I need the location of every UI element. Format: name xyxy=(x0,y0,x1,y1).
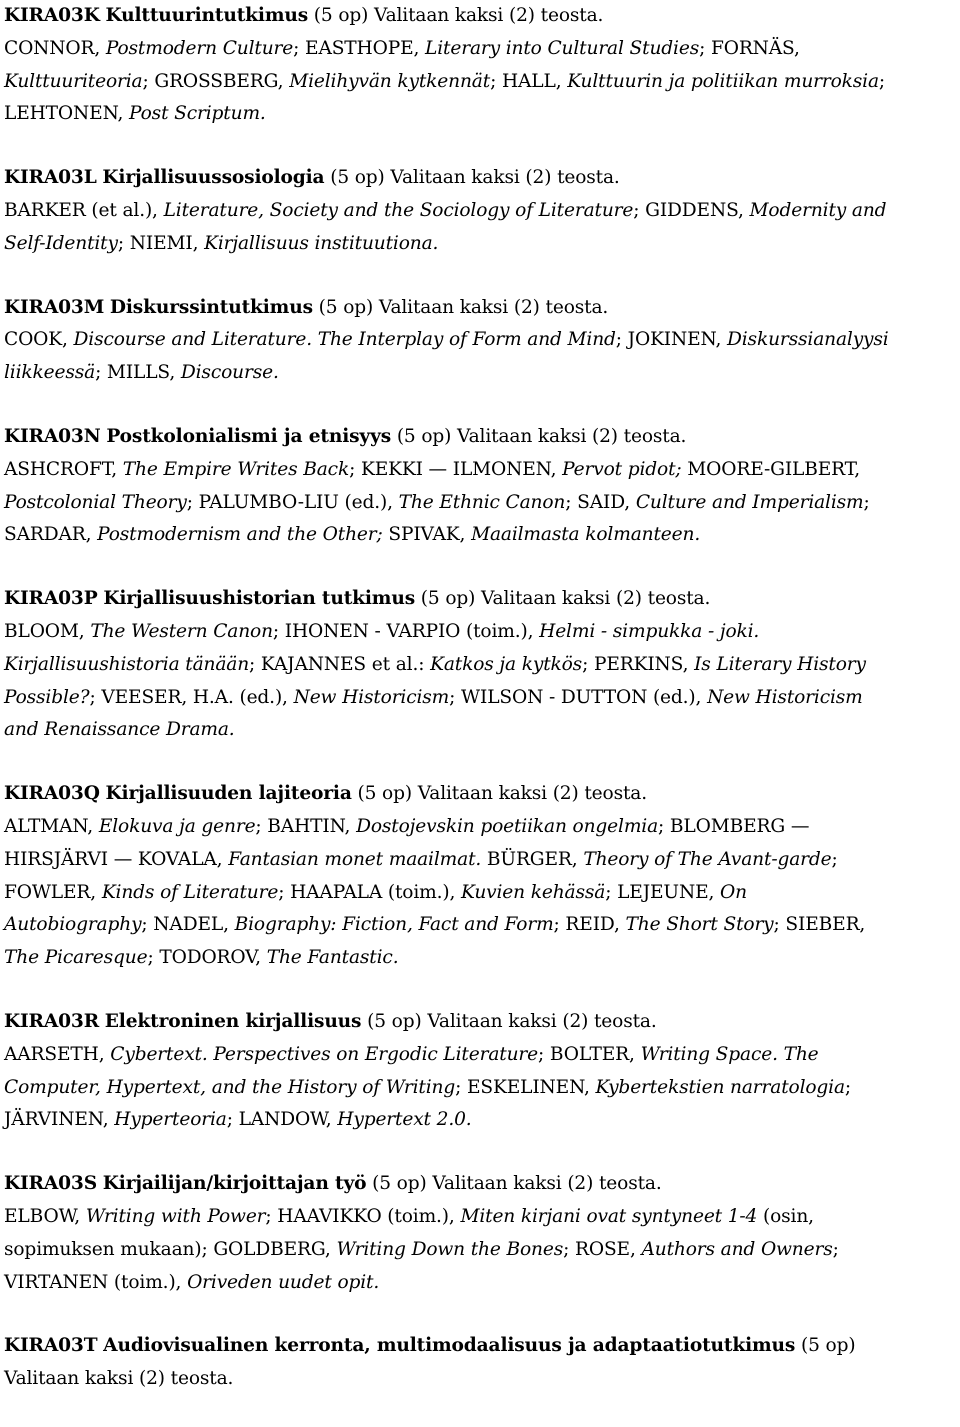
author-text: ; KAJANNES et al.: xyxy=(249,653,431,675)
author-text: ; KEKKI — ILMONEN, xyxy=(349,458,563,480)
reading-list-line xyxy=(4,909,956,942)
book-title: Postmodern Culture xyxy=(105,37,294,59)
book-title: Kuvien kehässä xyxy=(461,881,606,903)
course-code: KIRA03Q xyxy=(4,783,100,805)
reading-list-line xyxy=(4,1267,956,1300)
course-requirement: (5 op) Valitaan kaksi (2) teosta. xyxy=(391,425,687,447)
book-title: Miten kirjani ovat syntyneet 1-4 xyxy=(460,1205,758,1227)
author-text: BÜRGER, xyxy=(481,848,584,870)
author-text: ; xyxy=(863,491,870,513)
author-text: ; FORNÄS, xyxy=(699,37,800,59)
book-title: The Western Canon xyxy=(90,620,273,642)
author-text: ; SAID, xyxy=(565,491,636,513)
course-heading xyxy=(4,1330,956,1363)
author-text: ; WILSON - DUTTON (ed.), xyxy=(449,686,708,708)
book-title: Hypertext 2.0. xyxy=(337,1109,472,1131)
course-code: KIRA03S xyxy=(4,1173,97,1195)
course-section xyxy=(4,421,956,552)
reading-list-line xyxy=(4,357,956,390)
book-title: Biography: Fiction, Fact and Form xyxy=(234,914,554,936)
course-section xyxy=(4,583,956,747)
author-text: ; xyxy=(844,1076,852,1098)
reading-list-line xyxy=(4,195,956,228)
book-title: liikkeessä xyxy=(4,362,96,384)
author-text: (osin, xyxy=(757,1205,814,1227)
course-title: Kirjallisuussosiologia xyxy=(102,167,325,189)
author-text: ; TODOROV, xyxy=(147,947,267,969)
course-code: KIRA03K xyxy=(4,5,100,26)
author-text: ; BAHTIN, xyxy=(255,815,357,837)
course-heading xyxy=(4,1168,956,1201)
author-text: MOORE-GILBERT, xyxy=(681,458,860,480)
author-text: HIRSJÄRVI — KOVALA, xyxy=(4,848,229,870)
reading-list-line xyxy=(4,649,956,682)
author-text: ; BLOMBERG — xyxy=(658,815,810,837)
course-title: Kulttuurintutkimus xyxy=(105,5,309,26)
course-heading xyxy=(4,583,956,616)
course-code: KIRA03L xyxy=(4,167,97,189)
course-code: KIRA03T xyxy=(4,1335,98,1357)
author-text: ; EASTHOPE, xyxy=(293,37,426,59)
reading-list-line xyxy=(4,66,956,99)
course-section xyxy=(4,1168,956,1299)
course-code: KIRA03M xyxy=(4,296,105,318)
course-title: Audiovisualinen kerronta, multimodaalisuus ja adaptaatiotutkimus xyxy=(103,1335,796,1357)
author-text: ; GROSSBERG, xyxy=(142,70,290,92)
book-title: Oriveden uudet opit. xyxy=(187,1271,380,1293)
reading-list-line xyxy=(4,811,956,844)
course-requirement: (5 op) Valitaan kaksi (2) teosta. xyxy=(308,5,604,26)
author-text: FOWLER, xyxy=(4,881,102,903)
book-title: Kirjallisuus instituutiona. xyxy=(204,232,439,254)
author-text: ; REID, xyxy=(553,914,626,936)
course-code: KIRA03P xyxy=(4,588,98,610)
author-text: JÄRVINEN, xyxy=(4,1109,115,1131)
author-text: ; MILLS, xyxy=(95,362,181,384)
course-heading xyxy=(4,0,956,33)
book-title: Literature, Society and the Sociology of Literature xyxy=(163,199,634,221)
course-heading xyxy=(4,778,956,811)
book-title: Kulttuuriteoria xyxy=(4,70,143,92)
course-requirement: (5 op) Valitaan kaksi (2) teosta. xyxy=(366,1173,662,1195)
course-reading-list xyxy=(4,0,956,1427)
course-requirement: (5 op) Valitaan kaksi (2) teosta. xyxy=(351,783,647,805)
book-title: Writing Down the Bones xyxy=(336,1238,564,1260)
author-text: ; SIEBER, xyxy=(773,914,866,936)
author-text: ; LANDOW, xyxy=(226,1109,338,1131)
author-text: Valitaan kaksi (2) teosta. xyxy=(4,1368,234,1390)
course-code: KIRA03R xyxy=(4,1010,100,1032)
book-title: Computer, Hypertext, and the History of Writing xyxy=(4,1076,456,1098)
course-title: Diskurssintutkimus xyxy=(109,296,313,318)
author-text: ; xyxy=(831,848,838,870)
book-title: Elokuva ja genre xyxy=(98,815,256,837)
reading-list-line xyxy=(4,877,956,910)
author-text: SARDAR, xyxy=(4,524,98,546)
author-text: ; PALUMBO-LIU (ed.), xyxy=(186,491,399,513)
book-title: Possible? xyxy=(4,686,90,708)
author-text: ; IHONEN - VARPIO (toim.), xyxy=(272,620,540,642)
course-heading xyxy=(4,292,956,325)
course-section xyxy=(4,1330,956,1396)
book-title: Literary into Cultural Studies xyxy=(425,37,700,59)
course-title: Kirjallisuushistorian tutkimus xyxy=(103,588,416,610)
book-title: Authors and Owners xyxy=(641,1238,833,1260)
reading-list-line xyxy=(4,1201,956,1234)
book-title: Self-Identity xyxy=(4,232,118,254)
book-title: Fantasian monet maailmat. xyxy=(228,848,482,870)
book-title: On xyxy=(720,881,747,903)
book-title: Writing with Power xyxy=(85,1205,266,1227)
book-title: Discourse and Literature. The Interplay of Form and Mind xyxy=(73,329,616,351)
reading-list-line xyxy=(4,454,956,487)
author-text: ; NIEMI, xyxy=(117,232,205,254)
reading-list-line xyxy=(4,519,956,552)
book-title: Theory of The Avant-garde xyxy=(583,848,832,870)
author-text: ; HALL, xyxy=(490,70,568,92)
course-title: Postkolonialismi ja etnisyys xyxy=(106,425,392,447)
reading-list-line xyxy=(4,616,956,649)
course-title: Kirjailijan/kirjoittajan työ xyxy=(102,1173,367,1195)
course-title: Elektroninen kirjallisuus xyxy=(104,1010,362,1032)
book-title: Postcolonial Theory xyxy=(4,491,187,513)
author-text: ; xyxy=(832,1238,839,1260)
author-text: ; LEJEUNE, xyxy=(605,881,721,903)
course-heading xyxy=(4,162,956,195)
author-text: ; ESKELINEN, xyxy=(455,1076,596,1098)
author-text: ; JOKINEN, xyxy=(615,329,727,351)
book-title: Diskurssianalyysi xyxy=(727,329,889,351)
book-title: Katkos ja kytkös xyxy=(430,653,583,675)
author-text: ; HAAVIKKO (toim.), xyxy=(265,1205,461,1227)
course-title: Kirjallisuuden lajiteoria xyxy=(105,783,352,805)
course-section xyxy=(4,0,956,131)
author-text: ; BOLTER, xyxy=(538,1043,641,1065)
author-text: LEHTONEN, xyxy=(4,103,130,125)
book-title: New Historicism xyxy=(293,686,450,708)
reading-list-line xyxy=(4,682,956,715)
book-title: Postmodernism and the Other; xyxy=(97,524,383,546)
book-title: New Historicism xyxy=(707,686,863,708)
book-title: Cybertext. Perspectives on Ergodic Literature xyxy=(110,1043,538,1065)
author-text: AARSETH, xyxy=(4,1043,111,1065)
book-title: The Short Story xyxy=(625,914,774,936)
course-requirement: (5 op) Valitaan kaksi (2) teosta. xyxy=(324,167,620,189)
reading-list-line xyxy=(4,33,956,66)
author-text: ; VEESER, H.A. (ed.), xyxy=(89,686,294,708)
book-title: and Renaissance Drama. xyxy=(4,719,235,741)
book-title: Kirjallisuushistoria tänään xyxy=(4,653,250,675)
reading-list-line xyxy=(4,1104,956,1137)
book-title: The Ethnic Canon xyxy=(398,491,566,513)
reading-list-line xyxy=(4,98,956,131)
author-text: ; xyxy=(878,70,886,92)
book-title: Culture and Imperialism xyxy=(635,491,864,513)
author-text: CONNOR, xyxy=(4,37,106,59)
author-text: BLOOM, xyxy=(4,620,91,642)
author-text: ASHCROFT, xyxy=(4,458,123,480)
author-text: ; NADEL, xyxy=(141,914,235,936)
reading-list-line xyxy=(4,1072,956,1105)
book-title: Dostojevskin poetiikan ongelmia xyxy=(356,815,659,837)
reading-list-line xyxy=(4,1234,956,1267)
author-text: sopimuksen mukaan); GOLDBERG, xyxy=(4,1238,337,1260)
reading-list-line xyxy=(4,714,956,747)
course-section xyxy=(4,162,956,260)
author-text: SPIVAK, xyxy=(382,524,472,546)
author-text: ALTMAN, xyxy=(4,815,99,837)
book-title: Helmi - simpukka - joki. xyxy=(539,620,760,642)
author-text: BARKER (et al.), xyxy=(4,199,164,221)
course-requirement: (5 op) xyxy=(795,1335,856,1357)
book-title: Hyperteoria xyxy=(114,1109,227,1131)
author-text: ELBOW, xyxy=(4,1205,86,1227)
author-text: ; HAAPALA (toim.), xyxy=(278,881,461,903)
book-title: Kinds of Literature xyxy=(101,881,279,903)
book-title: Pervot pidot; xyxy=(562,458,682,480)
book-title: Autobiography xyxy=(4,914,142,936)
author-text: ; ROSE, xyxy=(563,1238,642,1260)
reading-list-line xyxy=(4,1039,956,1072)
course-code: KIRA03N xyxy=(4,425,101,447)
course-heading xyxy=(4,421,956,454)
reading-list-line xyxy=(4,942,956,975)
book-title: Discourse. xyxy=(180,362,279,384)
reading-list-line xyxy=(4,228,956,261)
author-text: ; GIDDENS, xyxy=(633,199,750,221)
course-requirement: (5 op) Valitaan kaksi (2) teosta. xyxy=(361,1010,657,1032)
course-requirement: (5 op) Valitaan kaksi (2) teosta. xyxy=(312,296,609,318)
course-section xyxy=(4,292,956,390)
book-title: Kybertekstien narratologia xyxy=(595,1076,845,1098)
book-title: The Picaresque xyxy=(4,947,148,969)
author-text: VIRTANEN (toim.), xyxy=(4,1271,188,1293)
book-title: Mielihyvän kytkennät xyxy=(289,70,491,92)
book-title: Writing Space. The xyxy=(640,1043,819,1065)
book-title: Post Scriptum. xyxy=(129,103,266,125)
book-title: The Fantastic. xyxy=(266,947,399,969)
reading-list-line xyxy=(4,487,956,520)
course-heading xyxy=(4,1006,956,1039)
reading-list-line xyxy=(4,844,956,877)
book-title: Kulttuurin ja politiikan murroksia xyxy=(567,70,879,92)
book-title: Modernity and xyxy=(749,199,887,221)
author-text: COOK, xyxy=(4,329,74,351)
book-title: Maailmasta kolmanteen. xyxy=(471,524,701,546)
reading-list-line xyxy=(4,1363,956,1396)
author-text: ; PERKINS, xyxy=(582,653,695,675)
reading-list-line xyxy=(4,324,956,357)
course-section xyxy=(4,778,956,975)
course-requirement: (5 op) Valitaan kaksi (2) teosta. xyxy=(415,588,711,610)
course-section xyxy=(4,1006,956,1137)
book-title: The Empire Writes Back xyxy=(122,458,350,480)
book-title: Is Literary History xyxy=(694,653,866,675)
